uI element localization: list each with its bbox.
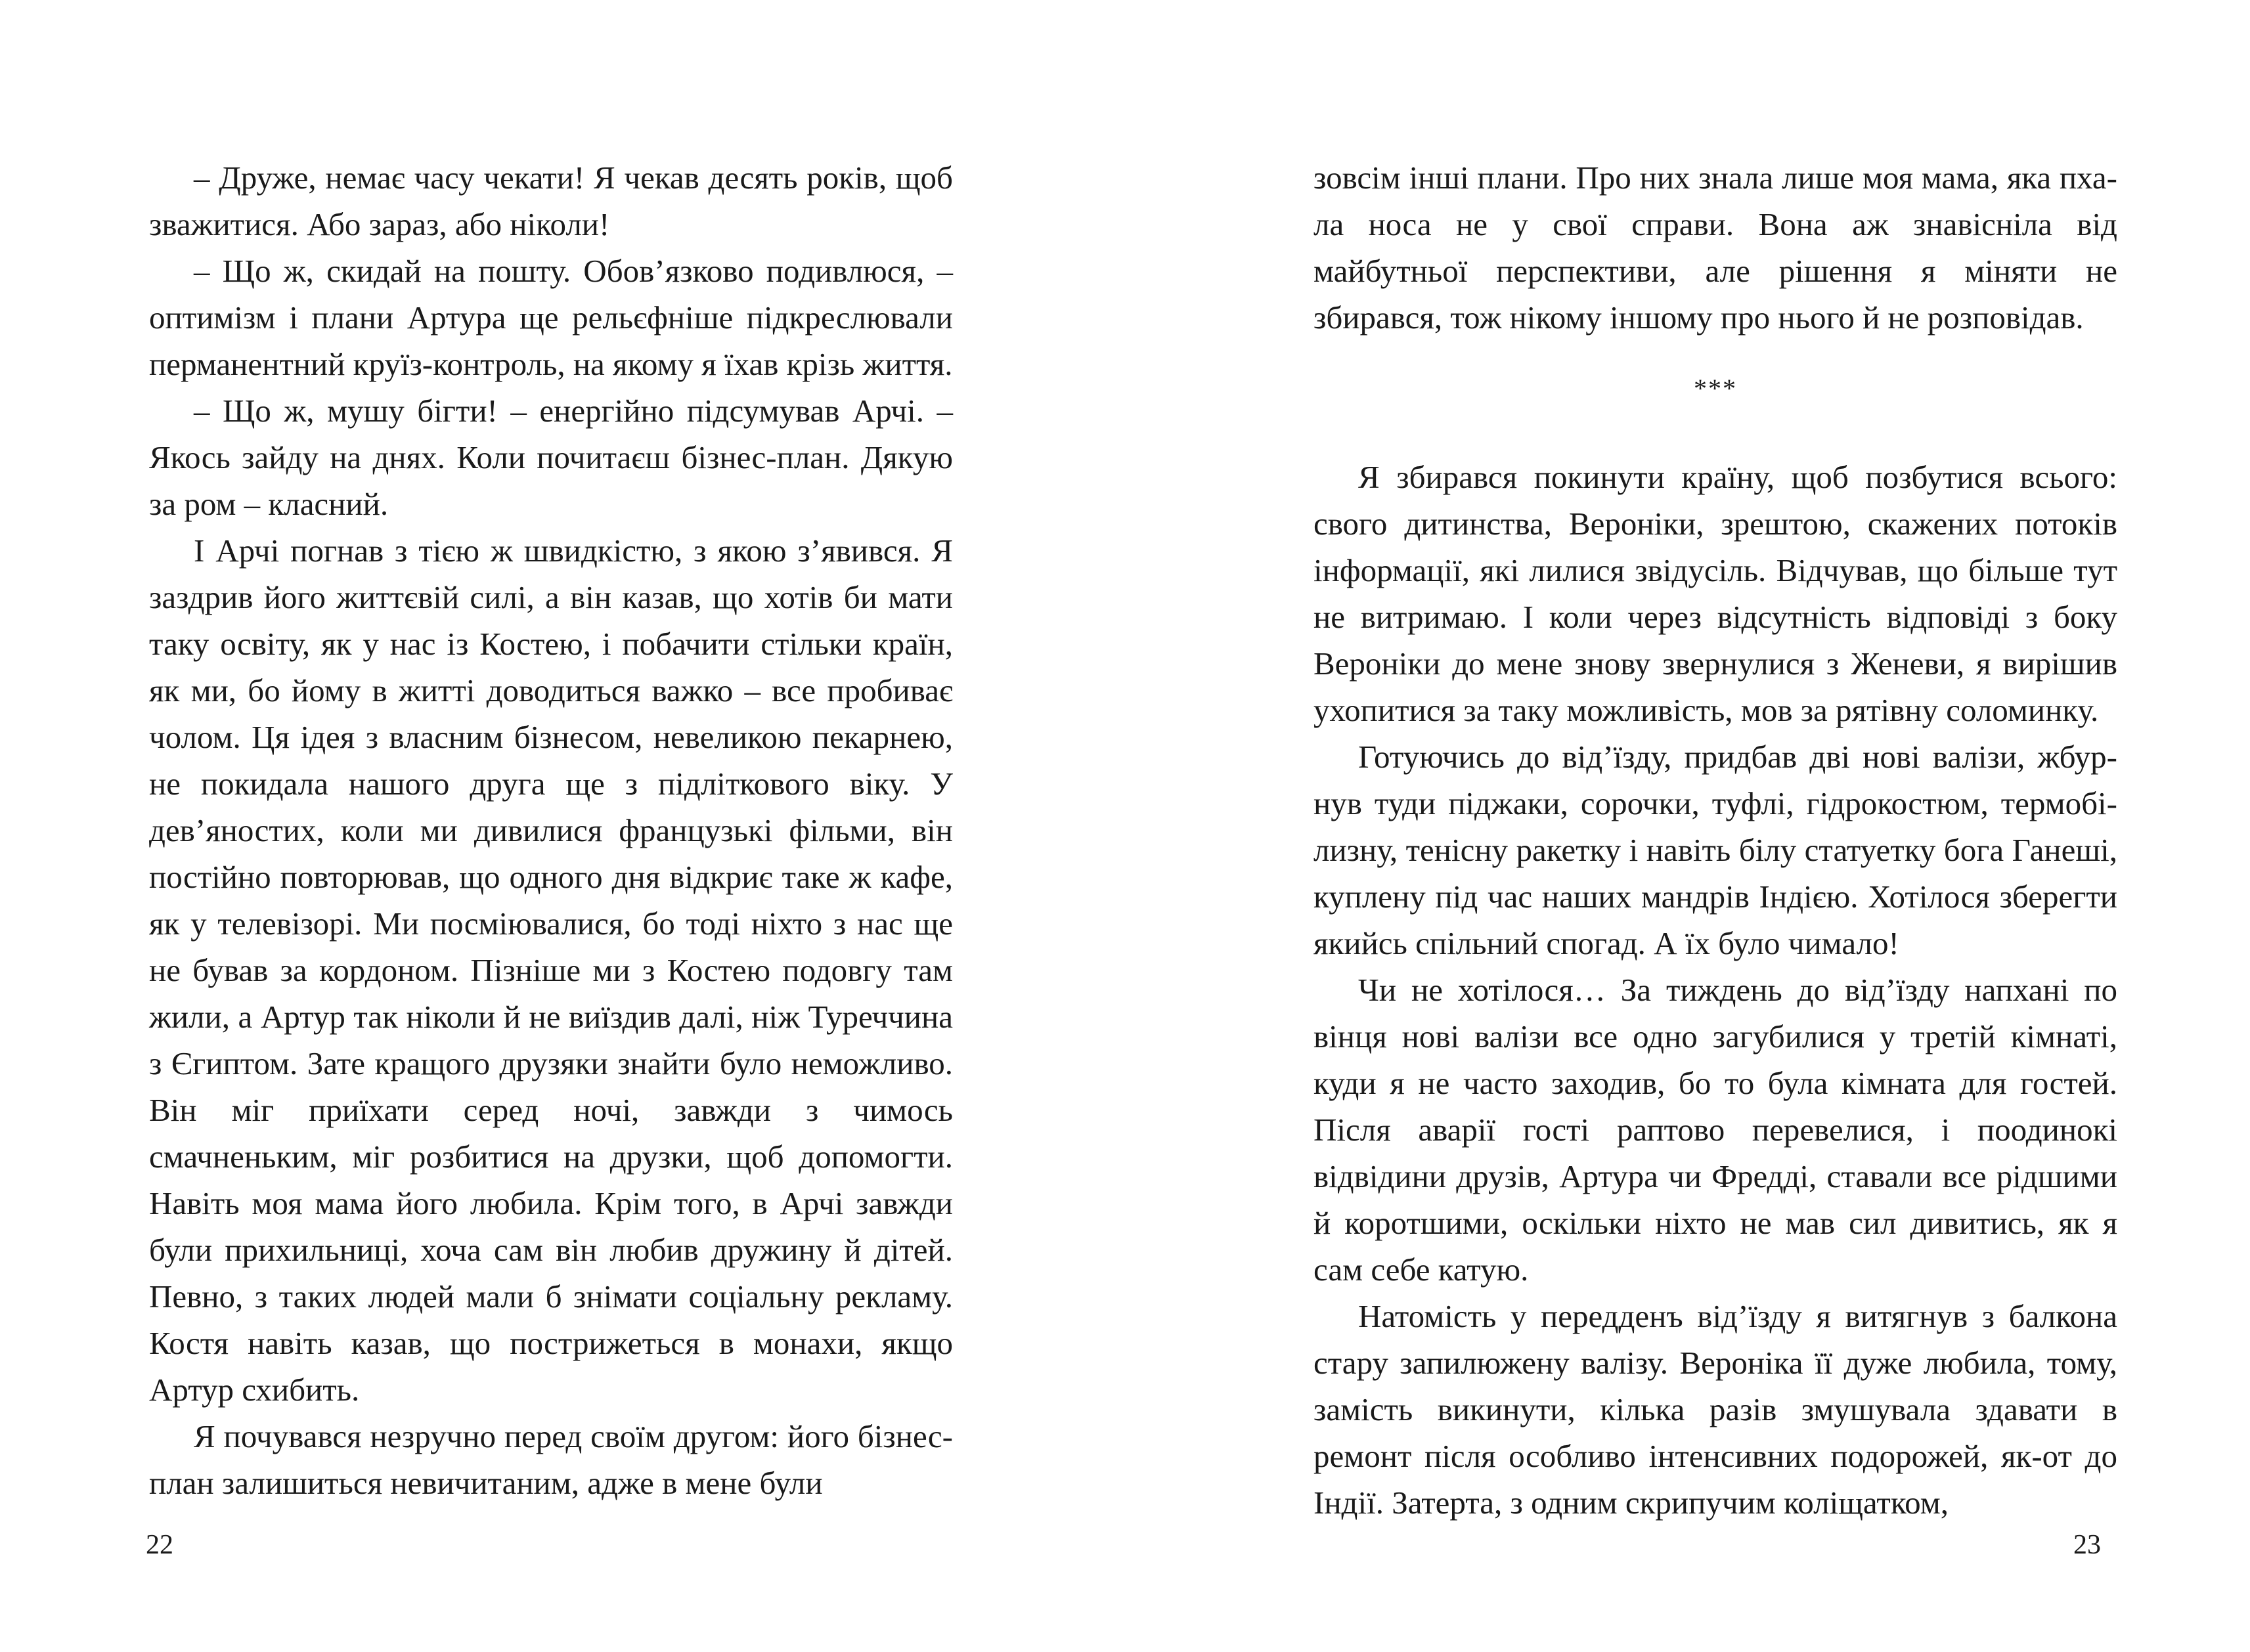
right-page-text xyxy=(1313,154,2117,1526)
right-page xyxy=(1125,0,2250,1652)
left-page-text xyxy=(149,154,953,1506)
section-separator: *** xyxy=(1694,374,1737,403)
page-number: 23 xyxy=(2073,1530,2101,1560)
paragraph: Я збирався покинути країну, щоб позбутися всього: свого дитинства, Вероніки, зрештою, скажених потоків інформації, які лилися звідусіль. Відчував, що більше тут не витримаю. І коли через відсутність відповіді з боку Вероніки до мене знову звернулися з Женеви, я вирішив ухопитися за таку можливість, мов за рятівну соломинку. xyxy=(1313,459,2117,728)
paragraph: – Друже, немає часу чекати! Я чекав десять років, щоб зважитися. Або зараз, або ніколи! xyxy=(149,160,953,242)
paragraph: – Що ж, скидай на пошту. Обов’язково подивлюся, – оптимізм і плани Артура ще рельєфніше підкреслювали перманентний круїз-контроль, на якому я їхав крізь життя. xyxy=(149,253,953,382)
paragraph: І Арчі погнав з тією ж швидкістю, з якою з’явився. Я заздрив його життєвій силі, а він казав, що хотів би мати таку освіту, як у нас із Костею, і побачити стільки країн, як ми, бо йому в житті доводиться важко – все пробиває чолом. Ця ідея з власним бізнесом, невеликою пекарнею, не покидала нашого друга ще з підліткового віку. У дев’яностих, коли ми дивилися французькі фільми, він постійно повторював, що одного дня відкриє таке ж кафе, як у телевізорі. Ми посміювалися, бо тоді ніхто з нас ще не бував за кордоном. Пізніше ми з Костею подовгу там жили, а Артур так ніколи й не виїздив далі, ніж Туреччина з Єгиптом. Зате кращого друзяки знайти було неможливо. Він міг приїхати серед ночі, завжди з чимось смачненьким, міг розбитися на друзки, щоб допомогти. Навіть моя мама його любила. Крім того, в Арчі завжди були прихильниці, хоча сам він любив дружину й дітей. Певно, з таких людей мали б знімати соціальну рекламу. Костя навіть казав, що пострижеться в монахи, якщо Артур схибить. xyxy=(149,533,953,1408)
page-number: 22 xyxy=(146,1530,173,1560)
paragraph: Натомість у передденъ від’їзду я витягнув з балкона стару запилюжену валізу. Вероніка її дуже любила, тому, замість викинути, кілька разів змушувала здавати в ремонт після особливо інтенсивних подорожей, як-от до Індії. Затерта, з одним скрипучим коліщатком, xyxy=(1313,1298,2117,1521)
paragraph: – Що ж, мушу бігти! – енергійно підсумував Арчі. – Якось зайду на днях. Коли почитаєш бізнес-план. Дякую за ром – класний. xyxy=(149,393,953,522)
paragraph: Я почувався незручно перед своїм другом: його бізнес-план залишиться невичитаним, адже в мене були xyxy=(149,1418,953,1501)
paragraph: Готуючись до від’їзду, придбав дві нові валізи, жбурнув туди піджаки, сорочки, туфлі, гідрокостюм, термобілизну, тенісну ракетку і навіть білу статуетку бога Ганеші, куплену під час наших мандрів Індією. Хотілося зберегти якийсь спільний спогад. А їх було чимало! xyxy=(1313,739,2117,961)
paragraph-continued: зовсім інші плани. Про них знала лише моя мама, яка пхала носа не у свої справи. Вона аж знавіснiла від майбутньої перспективи, але рішення я міняти не збирався, тож нікому іншому про нього й не розповідав. xyxy=(1313,160,2117,336)
paragraph: Чи не хотілося… За тиждень до від’їзду напхані по вінця нові валізи все одно загубилися у третій кімнаті, куди я не часто заходив, бо то була кімната для гостей. Після аварії гості раптово перевелися, і поодинокі відвідини друзів, Артура чи Фредді, ставали все рідшими й коротшими, оскільки ніхто не мав сил дивитись, як я сам себе катую. xyxy=(1313,972,2117,1288)
